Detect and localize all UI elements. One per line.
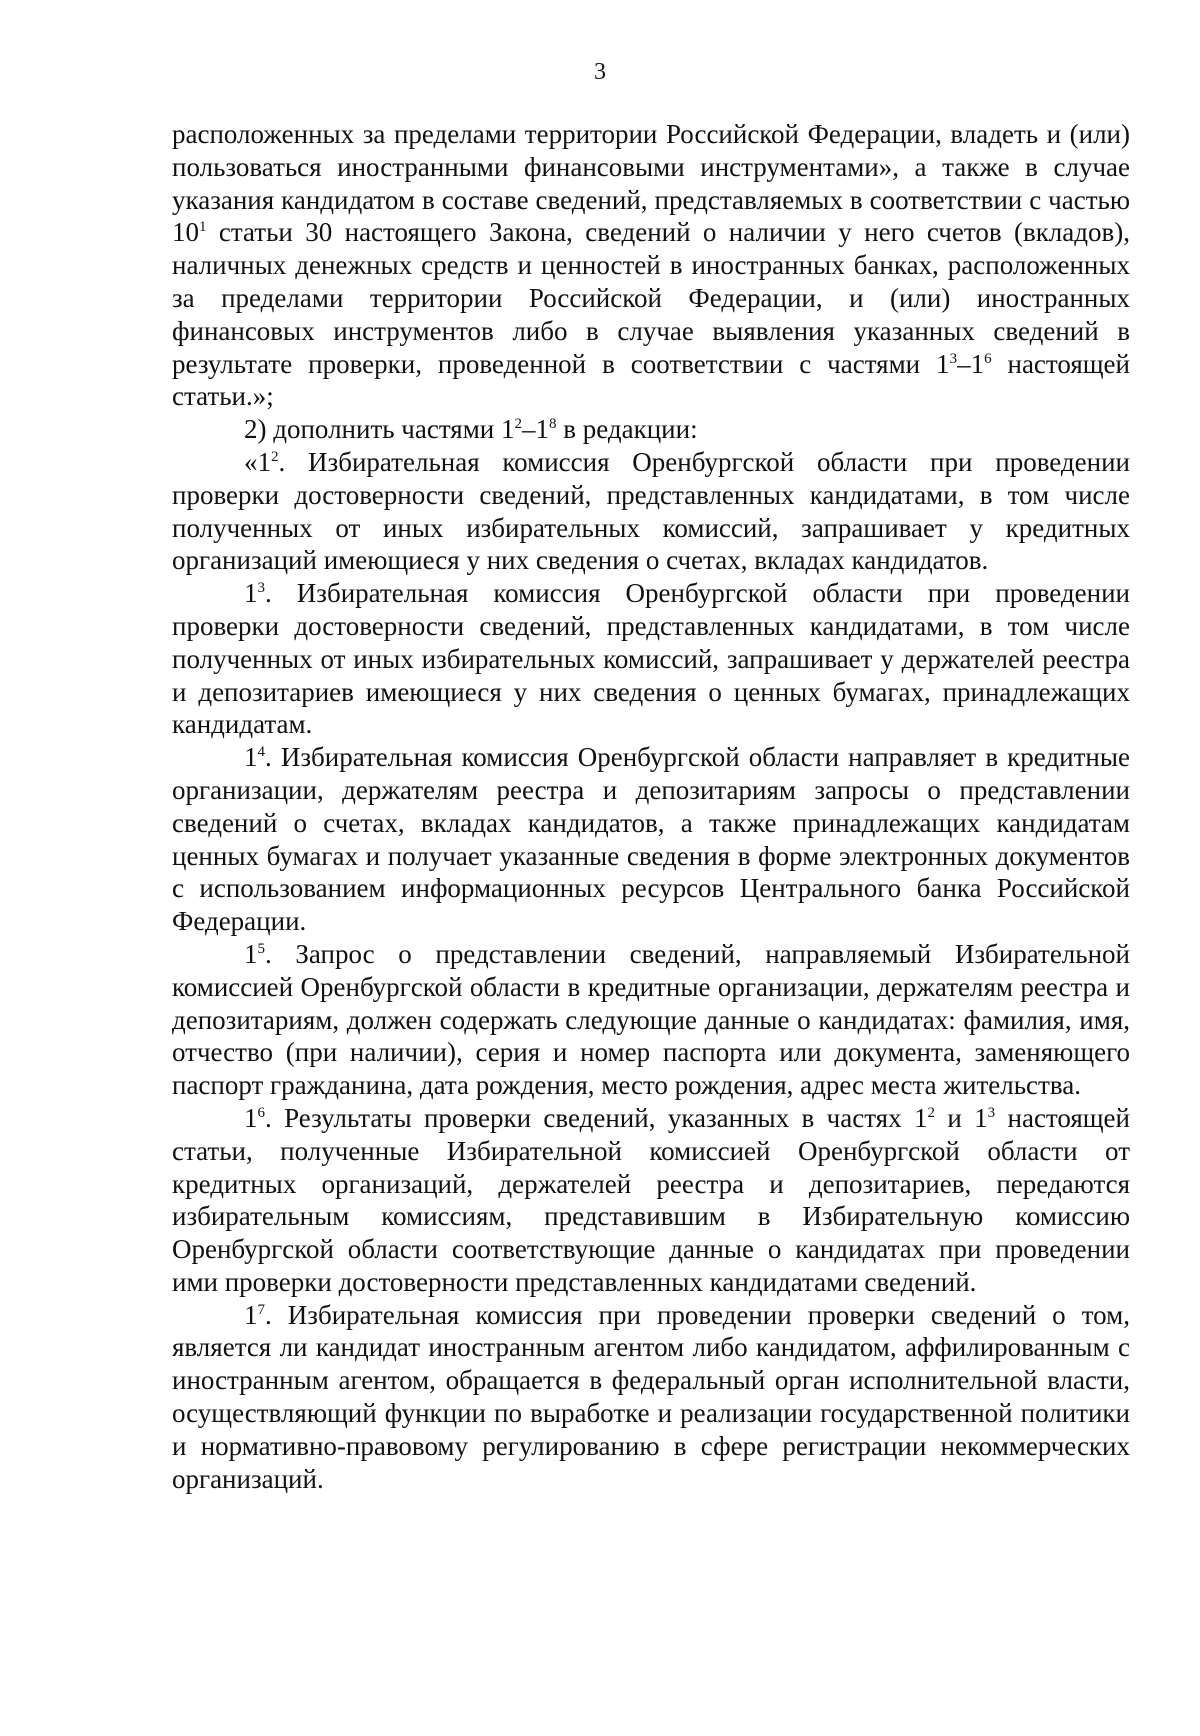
text-segment: статьи 30 настоящего Закона, сведений о наличии у него счетов (вкладов), наличных денежных средств и ценностей в иностранных банках, расположенных за пределами территории Российской Федерации, и (или) иностранных финансовых инструментов либо в случае выявления указанных сведений в результате проверки, проведенной в соответствии с частями 1 <box>172 217 1130 379</box>
page-number: 3 <box>594 59 606 85</box>
paragraph <box>172 413 1130 446</box>
paragraph <box>172 1102 1130 1299</box>
text-segment: 1 <box>244 938 258 969</box>
text-segment: 2) дополнить частями 1 <box>244 414 515 445</box>
superscript: 3 <box>949 350 958 367</box>
superscript: 4 <box>257 744 265 761</box>
paragraph <box>172 577 1130 741</box>
text-segment: . Избирательная комиссия при проведении проверки сведений о том, является ли кандидат иностранным агентом либо кандидатом, аффилированным с иностранным агентом, обращается в федеральный орган исполнительной власти, осуществляющий функции по выработке и реализации государственной политики и нормативно-правовому регулированию в сфере регистрации некоммерческих организаций. <box>172 1299 1130 1494</box>
text-segment: –1 <box>522 414 550 445</box>
superscript: 8 <box>549 416 557 433</box>
superscript: 6 <box>257 1104 265 1121</box>
superscript: 5 <box>257 940 265 957</box>
superscript: 3 <box>987 1104 996 1121</box>
paragraph <box>172 1299 1130 1496</box>
document-body <box>172 118 1130 1495</box>
text-segment: 1 <box>244 1299 258 1330</box>
text-segment: . Запрос о представлении сведений, направляемый Избирательной комиссией Оренбургской области в кредитные организации, держателям реестра и депозитариям, должен содержать следующие данные о кандидатах: фамилия, имя, отчество (при наличии), серия и номер паспорта или документа, заменяющего паспорт гражданина, дата рождения, место рождения, адрес места жительства. <box>172 938 1130 1101</box>
text-segment: . Результаты проверки сведений, указанных в частях 1 <box>265 1102 928 1133</box>
text-segment: настоящей статьи.»; <box>172 348 1130 412</box>
superscript: 6 <box>984 350 992 367</box>
text-segment: . Избирательная комиссия Оренбургской области при проведении проверки достоверности сведений, представленных кандидатами, в том числе полученных от иных избирательных комиссий, запрашивает у кредитных организаций имеющиеся у них сведения о счетах, вкладах кандидатов. <box>172 446 1130 576</box>
text-segment: . Избирательная комиссия Оренбургской области при проведении проверки достоверности сведений, представленных кандидатами, в том числе полученных от иных избирательных комиссий, запрашивает у держателей реестра и депозитариев имеющиеся у них сведения о ценных бумагах, принадлежащих кандидатам. <box>172 578 1130 740</box>
superscript: 1 <box>199 219 207 236</box>
text-segment: 1 <box>244 1102 258 1133</box>
paragraph <box>172 118 1130 413</box>
text-segment: –1 <box>957 348 985 379</box>
text-segment: в редакции: <box>556 414 698 445</box>
text-segment: 1 <box>244 742 258 773</box>
paragraph <box>172 446 1130 577</box>
text-segment: 1 <box>244 578 258 609</box>
text-segment: . Избирательная комиссия Оренбургской области направляет в кредитные организации, держателям реестра и депозитариям запросы о представлении сведений о счетах, вкладах кандидатов, а также принадлежащих кандидатам ценных бумагах и получает указанные сведения в форме электронных документов с использованием информационных ресурсов Центрального банка Российской Федерации. <box>172 742 1130 937</box>
superscript: 7 <box>257 1301 265 1318</box>
text-segment: и 1 <box>934 1102 988 1133</box>
paragraph <box>172 741 1130 938</box>
text-segment: «1 <box>244 446 271 477</box>
text-segment: расположенных за пределами территории Российской Федерации, владеть и (или) пользоваться иностранными финансовыми инструментами», а также в случае указания кандидатом в составе сведений, представляемых в соответствии с частью 10 <box>172 119 1130 248</box>
superscript: 3 <box>257 580 265 597</box>
text-segment: настоящей статьи, полученные Избирательной комиссией Оренбургской области от кредитных организаций, держателей реестра и депозитариев, передаются избирательным комиссиям, представившим в Избирательную комиссию Оренбургской области соответствующие данные о кандидатах при проведении ими проверки достоверности представленных кандидатами сведений. <box>172 1102 1130 1297</box>
superscript: 2 <box>927 1104 935 1121</box>
superscript: 2 <box>514 416 523 433</box>
paragraph <box>172 938 1130 1102</box>
superscript: 2 <box>271 448 279 465</box>
